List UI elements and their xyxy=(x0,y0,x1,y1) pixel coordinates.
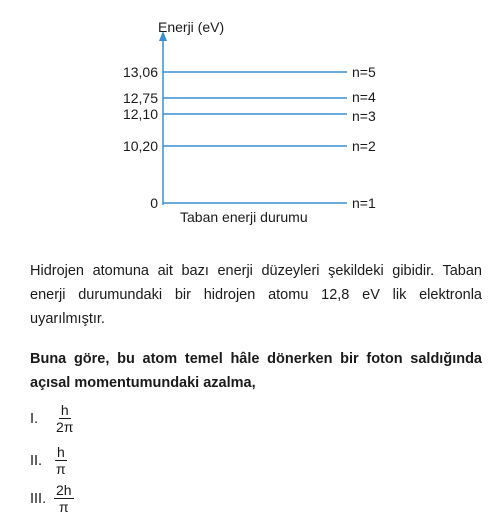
quantum-number-label: n=5 xyxy=(352,64,376,80)
fraction-denominator: π xyxy=(58,499,69,515)
axis-label: Enerji (eV) xyxy=(158,19,225,35)
quantum-number-label: n=1 xyxy=(352,195,376,211)
energy-value-label: 12,75 xyxy=(122,90,158,106)
option-fraction xyxy=(54,402,75,435)
option-1 xyxy=(30,402,75,435)
option-fraction xyxy=(54,482,74,515)
question-text: Buna göre, bu atom temel hâle dönerken bir foton saldığında açısal momentumundaki azalma, xyxy=(30,351,482,391)
fraction-denominator: π xyxy=(56,461,66,477)
quantum-number-label: n=3 xyxy=(352,108,376,124)
energy-level-diagram xyxy=(0,0,492,240)
energy-value-label: 10,20 xyxy=(122,138,158,154)
option-number: II. xyxy=(30,452,43,469)
fraction-numerator: h xyxy=(56,444,65,460)
fraction-numerator: h xyxy=(60,402,69,418)
fraction-numerator: 2h xyxy=(56,482,72,498)
option-2 xyxy=(30,444,68,477)
energy-value-label: 12,10 xyxy=(122,106,158,122)
quantum-number-label: n=2 xyxy=(352,138,376,154)
energy-value-label: 13,06 xyxy=(122,64,158,80)
quantum-number-label: n=4 xyxy=(352,89,376,105)
energy-levels xyxy=(123,64,376,211)
baseline-label: Taban enerji durumu xyxy=(180,209,308,225)
option-3 xyxy=(30,482,74,515)
option-number: III. xyxy=(30,490,47,507)
fraction-denominator: 2π xyxy=(56,419,74,435)
energy-value-label: 0 xyxy=(150,195,158,211)
option-number: I. xyxy=(30,410,39,427)
option-fraction xyxy=(54,444,68,477)
problem-text: Hidrojen atomuna ait bazı enerji düzeyleri şekildeki gibidir. Taban enerji durumundaki bir hidrojen atomu 12,8 eV lik elektronla uyarılmıştır. xyxy=(30,263,482,327)
